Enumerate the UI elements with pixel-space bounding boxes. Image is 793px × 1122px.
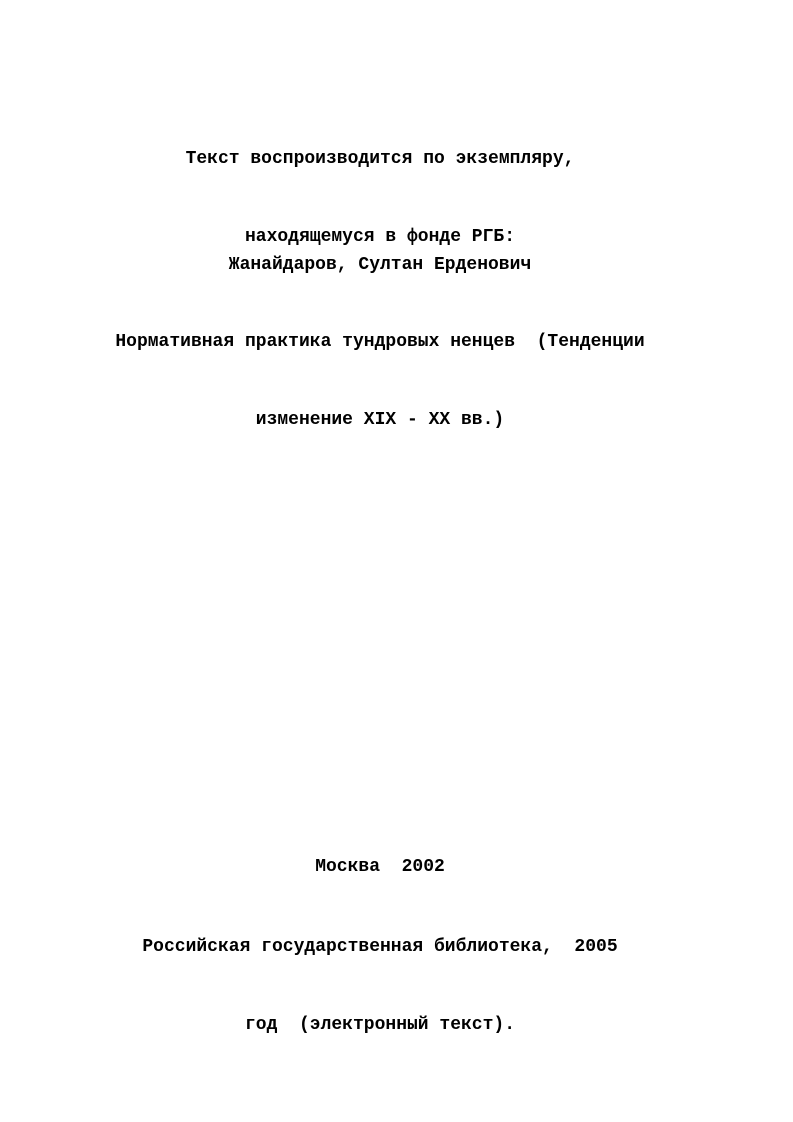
work-title-line-1: Нормативная практика тундровых ненцев (Тенденции [115,332,645,352]
source-notice-line-1: Текст воспроизводится по экземпляру, [185,149,575,169]
publisher-note-line-2: год (электронный текст). [244,1015,516,1035]
publisher-note-line-1: Российская государственная библиотека, 2005 [142,937,618,957]
imprint-text: Москва 2002 [315,857,445,877]
work-title [0,277,760,485]
work-title-line-2: изменение XIX - XX вв.) [255,410,505,430]
source-notice-line-2: находящемуся в фонде РГБ: [244,227,516,247]
author-name-text: Жанайдаров, Султан Ерденович [228,255,532,275]
publisher-note [0,882,760,1090]
